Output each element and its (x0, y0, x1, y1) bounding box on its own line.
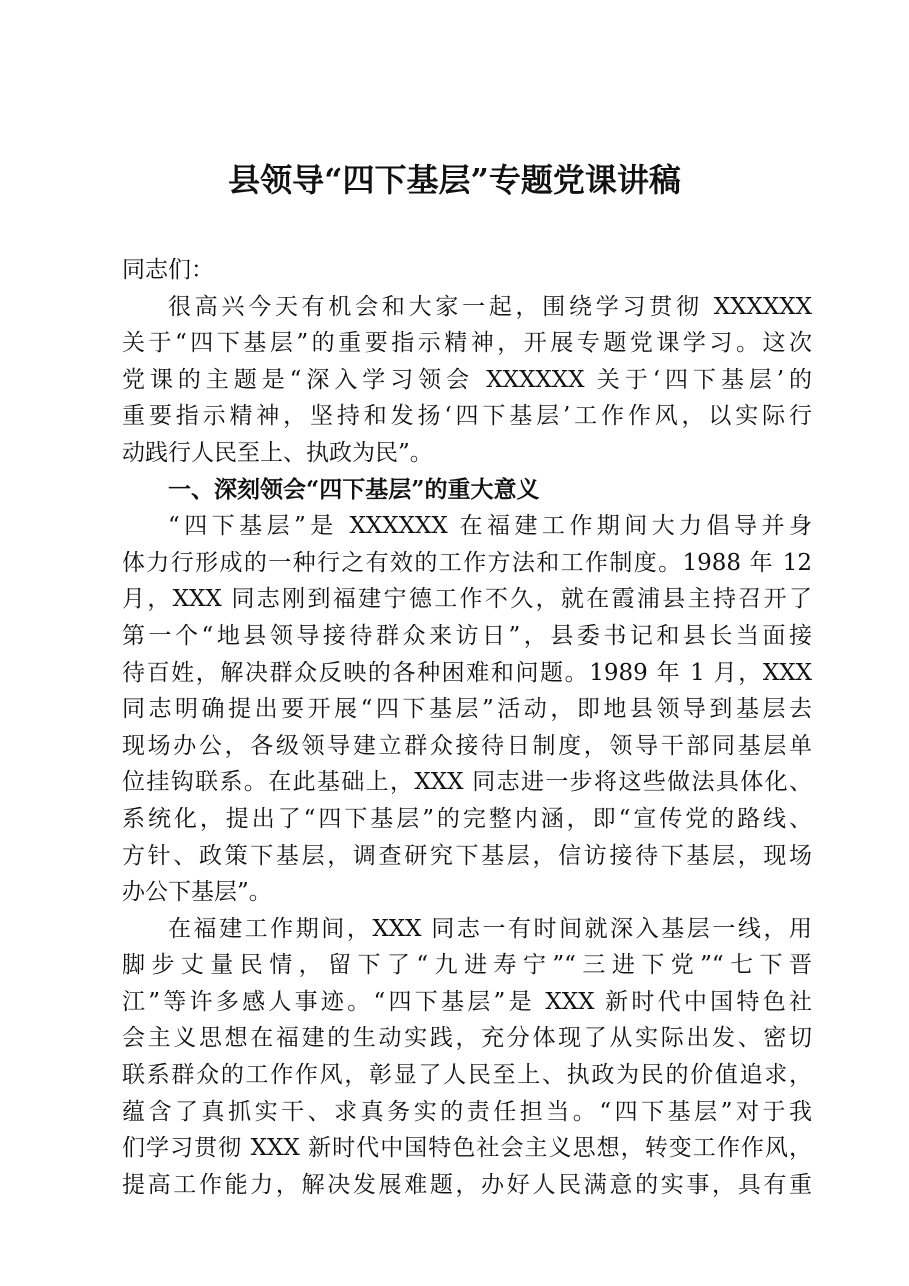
paragraph-line: 在福建工作期间，XXX 同志一有时间就深入基层一线，用 (168, 915, 812, 942)
paragraph-line: 提高工作能力，解决发展难题，办好人民满意的实事，具有重 (122, 1171, 812, 1198)
document-body (122, 252, 812, 1203)
paragraph-line: 第一个“地县领导接待群众来访日”，县委书记和县长当面接 (122, 622, 812, 649)
paragraph-line: 现场办公，各级领导建立群众接待日制度，领导干部同基层单 (122, 732, 812, 759)
paragraph-line: 月，XXX 同志刚到福建宁德工作不久，就在霞浦县主持召开了 (122, 586, 812, 613)
paragraph-line: 江”等许多感人事迹。“四下基层”是 XXX 新时代中国特色社 (122, 988, 812, 1015)
paragraph-line: 体力行形成的一种行之有效的工作方法和工作制度。1988 年 12 (122, 549, 812, 576)
paragraph-line: 位挂钩联系。在此基础上，XXX 同志进一步将这些做法具体化、 (122, 769, 812, 796)
paragraph-line: 同志明确提出要开展“四下基层”活动，即地县领导到基层去 (122, 696, 812, 723)
paragraph-line: “四下基层”是 XXXXXX 在福建工作期间大力倡导并身 (168, 513, 812, 540)
paragraph-line: 很高兴今天有机会和大家一起，围绕学习贯彻 XXXXXX (168, 293, 812, 320)
greeting-line: 同志们： (122, 257, 214, 283)
paragraph-line: 们学习贯彻 XXX 新时代中国特色社会主义思想，转变工作作风， (122, 1135, 812, 1162)
paragraph-line: 重要指示精神，坚持和发扬‘四下基层’工作作风，以实际行 (122, 403, 812, 430)
paragraph-line: 待百姓，解决群众反映的各种困难和问题。1989 年 1 月，XXX (122, 659, 812, 686)
paragraph-line: 脚步丈量民情，留下了“九进寿宁”“三进下党”“七下晋 (122, 952, 812, 979)
paragraph-line: 蕴含了真抓实干、求真务实的责任担当。“四下基层”对于我 (122, 1098, 812, 1125)
paragraph-line: 方针、政策下基层，调查研究下基层，信访接待下基层，现场 (122, 842, 812, 869)
paragraph-line: 会主义思想在福建的生动实践，充分体现了从实际出发、密切 (122, 1025, 812, 1052)
section-heading: 一、深刻领会“四下基层”的重大意义 (168, 475, 540, 503)
paragraph-line: 联系群众的工作作风，彰显了人民至上、执政为民的价值追求， (122, 1062, 812, 1089)
paragraph-line: 党课的主题是“深入学习领会 XXXXXX 关于‘四下基层’的 (122, 366, 812, 393)
paragraph-line: 系统化，提出了“四下基层”的完整内涵，即“宣传党的路线、 (122, 805, 812, 832)
paragraph-line: 动践行人民至上、执政为民”。 (122, 439, 433, 466)
paragraph-line: 关于“四下基层”的重要指示精神，开展专题党课学习。这次 (122, 330, 812, 357)
document-title: 县领导“四下基层”专题党课讲稿 (228, 161, 681, 199)
paragraph-line: 办公下基层”。 (122, 879, 272, 906)
